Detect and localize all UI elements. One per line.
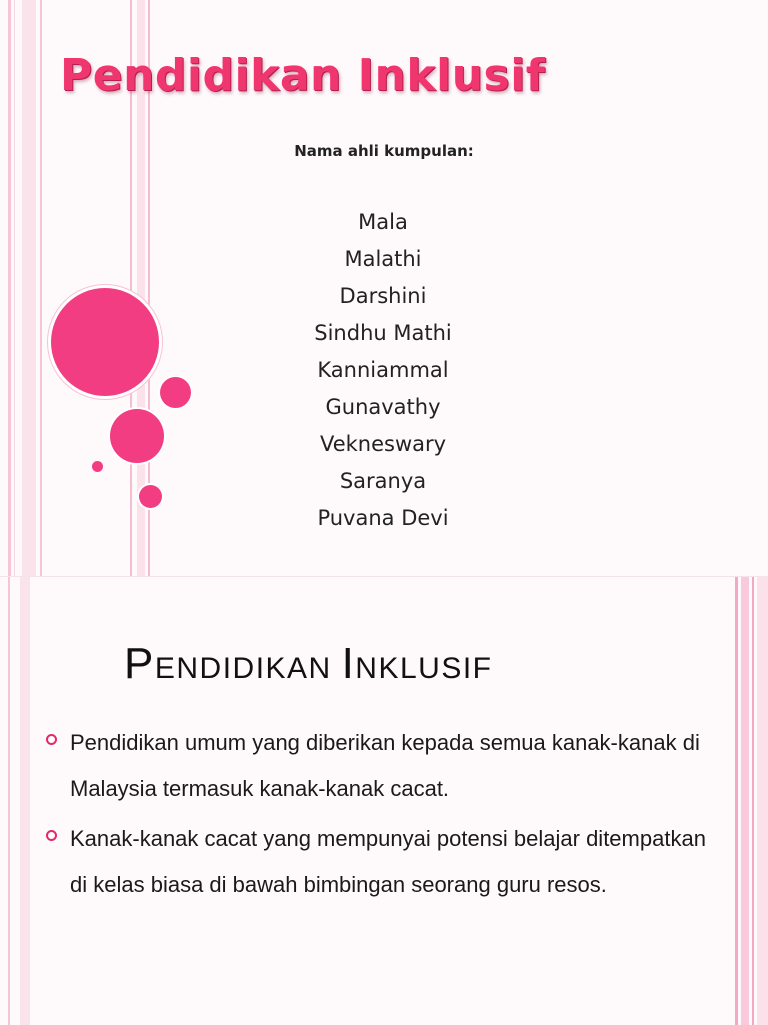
member-name: Darshini xyxy=(339,284,427,308)
decorative-circle xyxy=(160,377,191,408)
stripe xyxy=(741,577,749,1025)
heading-second-capital: I xyxy=(341,639,356,688)
heading-second-rest: NKLUSIF xyxy=(355,652,493,685)
heading-first-capital: P xyxy=(124,639,155,688)
member-name: Mala xyxy=(358,210,408,234)
slide-title: Pendidikan Inklusif xyxy=(60,50,546,101)
bullet-text: Kanak-kanak cacat yang mempunyai potensi belajar ditempatkan di kelas biasa di bawah bimbingan seorang guru resos. xyxy=(70,826,706,897)
bullet-list xyxy=(46,720,726,912)
member-name: Sindhu Mathi xyxy=(314,321,452,345)
stripe xyxy=(735,577,738,1025)
stripe xyxy=(22,0,36,576)
stripe xyxy=(752,577,754,1025)
stripe xyxy=(14,0,15,576)
members-heading: Nama ahli kumpulan: xyxy=(294,142,474,160)
decorative-circle xyxy=(110,409,164,463)
decorative-circle xyxy=(51,288,159,396)
stripe xyxy=(8,577,10,1025)
heading-first-rest: ENDIDIKAN xyxy=(154,652,342,685)
decorative-circle xyxy=(92,461,103,472)
member-name: Malathi xyxy=(344,247,422,271)
circle-bullet-icon xyxy=(46,734,57,745)
circle-bullet-icon xyxy=(46,830,57,841)
stripe xyxy=(8,0,11,576)
member-name: Vekneswary xyxy=(319,432,447,456)
member-name: Puvana Devi xyxy=(317,506,449,530)
member-name: Gunavathy xyxy=(325,395,441,419)
stripe xyxy=(40,0,42,576)
bullet-item xyxy=(46,816,726,908)
bullet-text: Pendidikan umum yang diberikan kepada semua kanak-kanak di Malaysia termasuk kanak-kanak cacat. xyxy=(70,730,700,801)
stripe xyxy=(20,577,30,1025)
stripe xyxy=(757,577,768,1025)
bullet-item xyxy=(46,720,726,812)
member-list xyxy=(283,204,483,537)
member-name: Saranya xyxy=(339,469,427,493)
decorative-circle xyxy=(139,485,162,508)
member-name: Kanniammal xyxy=(317,358,449,382)
slide-heading xyxy=(124,640,493,693)
